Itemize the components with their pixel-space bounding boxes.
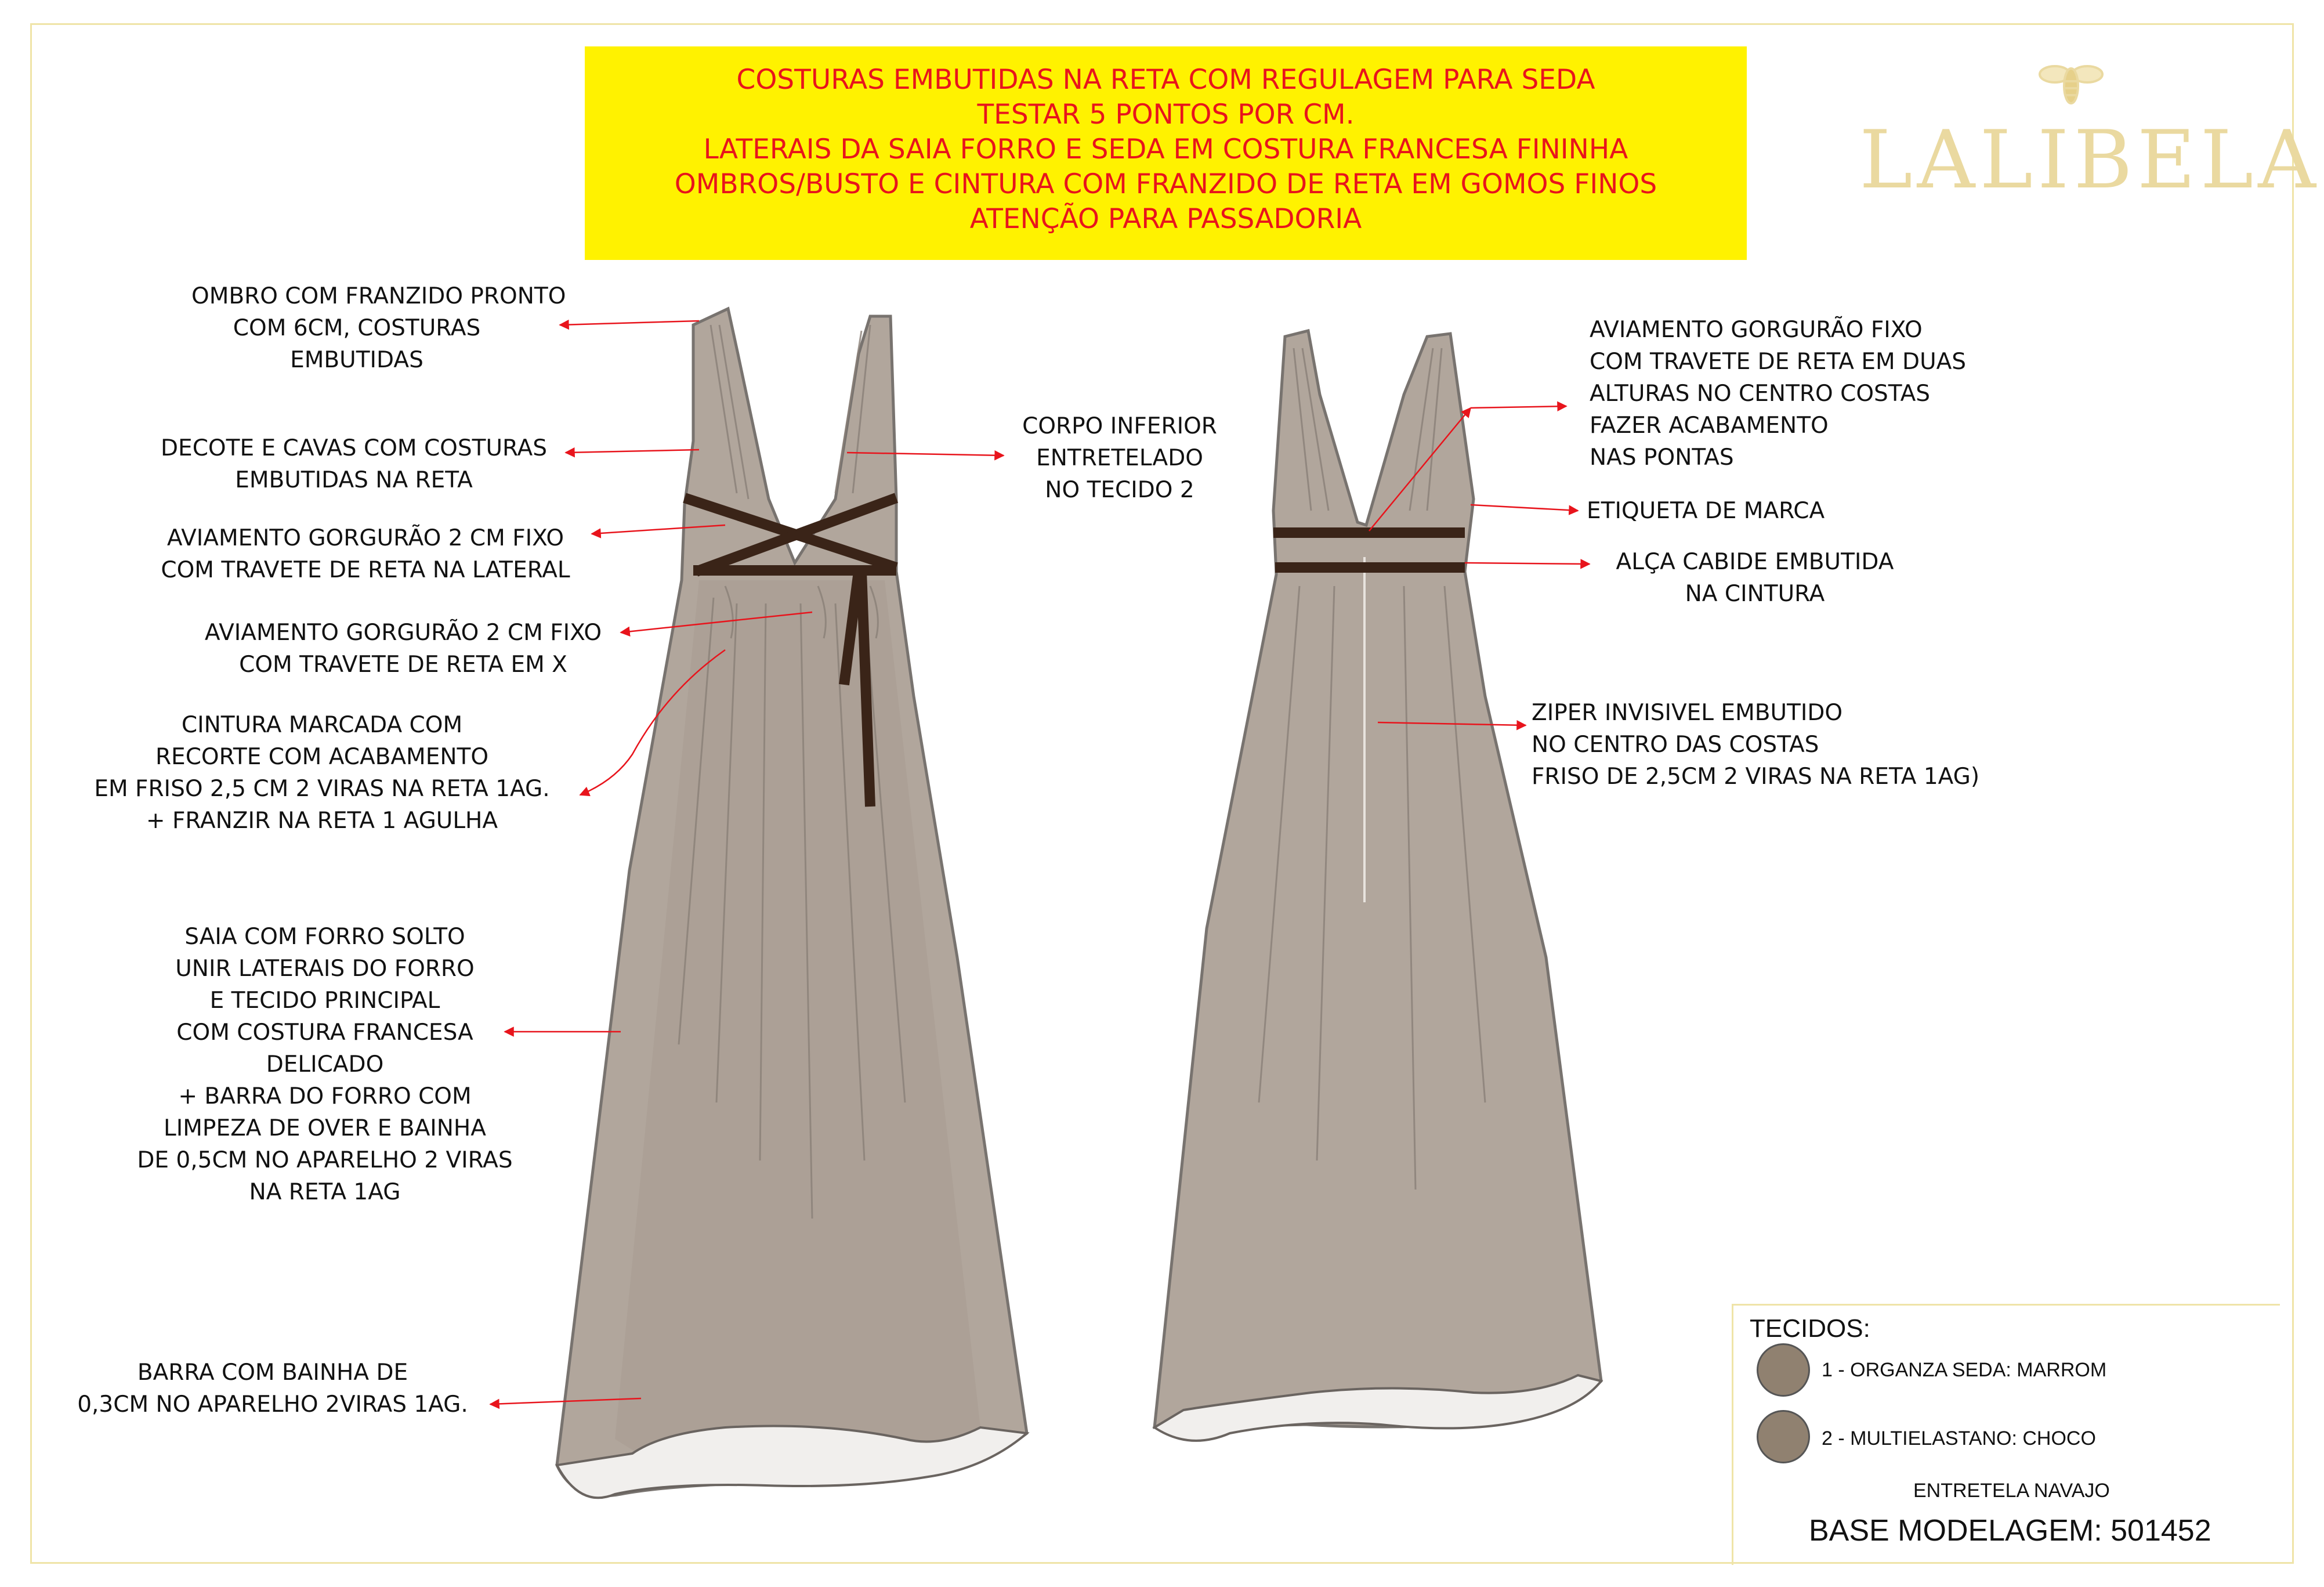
front-dress-outline [557, 309, 1027, 1496]
base-pattern-label: BASE MODELAGEM: 501452 [1809, 1514, 2211, 1548]
fabric-label: 1 - ORGANZA SEDA: MARROM [1822, 1359, 2107, 1381]
note-lower-body: CORPO INFERIOR ENTRETELADO NO TECIDO 2 [1022, 413, 1217, 503]
brand-name: LALIBELA [1859, 113, 2321, 207]
banner-line: OMBROS/BUSTO E CINTURA COM FRANZIDO DE RETA EM GOMOS FINOS [674, 168, 1657, 200]
note-waist: CINTURA MARCADA COM RECORTE COM ACABAMENTO EM FRISO 2,5 CM 2 VIRAS NA RETA 1AG. + FRANZIR NA RETA 1 AGULHA [94, 712, 550, 834]
note-shoulder: OMBRO COM FRANZIDO PRONTO COM 6CM, COSTURAS EMBUTIDAS [191, 283, 566, 373]
banner-line: TESTAR 5 PONTOS POR CM. [977, 99, 1355, 131]
fabric-swatch [1757, 1410, 1810, 1463]
interlining-label: ENTRETELA NAVAJO [1913, 1480, 2110, 1502]
note-skirt: SAIA COM FORRO SOLTO UNIR LATERAIS DO FORRO E TECIDO PRINCIPAL COM COSTURA FRANCESA DELICADO + BARRA DO FORRO COM LIMPEZA DE OVER E BAINHA DE 0,5CM NO APARELHO 2 VIRAS NA RETA 1AG [137, 924, 513, 1205]
front-dress [557, 309, 1027, 1498]
note-ribbon-back: AVIAMENTO GORGURÃO FIXO COM TRAVETE DE RETA EM DUAS ALTURAS NO CENTRO COSTAS FAZER ACABAMENTO NAS PONTAS [1590, 317, 1967, 471]
note-ribbon-x: AVIAMENTO GORGURÃO 2 CM FIXO COM TRAVETE DE RETA EM X [204, 620, 602, 678]
banner-line: ATENÇÃO PARA PASSADORIA [969, 203, 1362, 235]
fabric-swatch [1757, 1343, 1810, 1397]
note-neckline: DECOTE E CAVAS COM COSTURAS EMBUTIDAS NA RETA [161, 435, 547, 493]
fabric-label: 2 - MULTIELASTANO: CHOCO [1822, 1427, 2096, 1449]
fabrics-legend [1732, 1304, 2280, 1565]
banner-line: LATERAIS DA SAIA FORRO E SEDA EM COSTURA FRANCESA FININHA [703, 133, 1628, 165]
note-zipper: ZIPER INVISIVEL EMBUTIDO NO CENTRO DAS COSTAS FRISO DE 2,5CM 2 VIRAS NA RETA 1AG) [1532, 700, 1980, 790]
fabrics-title: TECIDOS: [1750, 1314, 1870, 1343]
note-hem: BARRA COM BAINHA DE 0,3CM NO APARELHO 2VIRAS 1AG. [77, 1360, 468, 1418]
note-label: ETIQUETA DE MARCA [1587, 498, 1825, 524]
note-hanger: ALÇA CABIDE EMBUTIDA NA CINTURA [1616, 549, 1894, 607]
banner-line: COSTURAS EMBUTIDAS NA RETA COM REGULAGEM PARA SEDA [736, 64, 1595, 96]
note-ribbon-side: AVIAMENTO GORGURÃO 2 CM FIXO COM TRAVETE DE RETA NA LATERAL [161, 525, 570, 583]
